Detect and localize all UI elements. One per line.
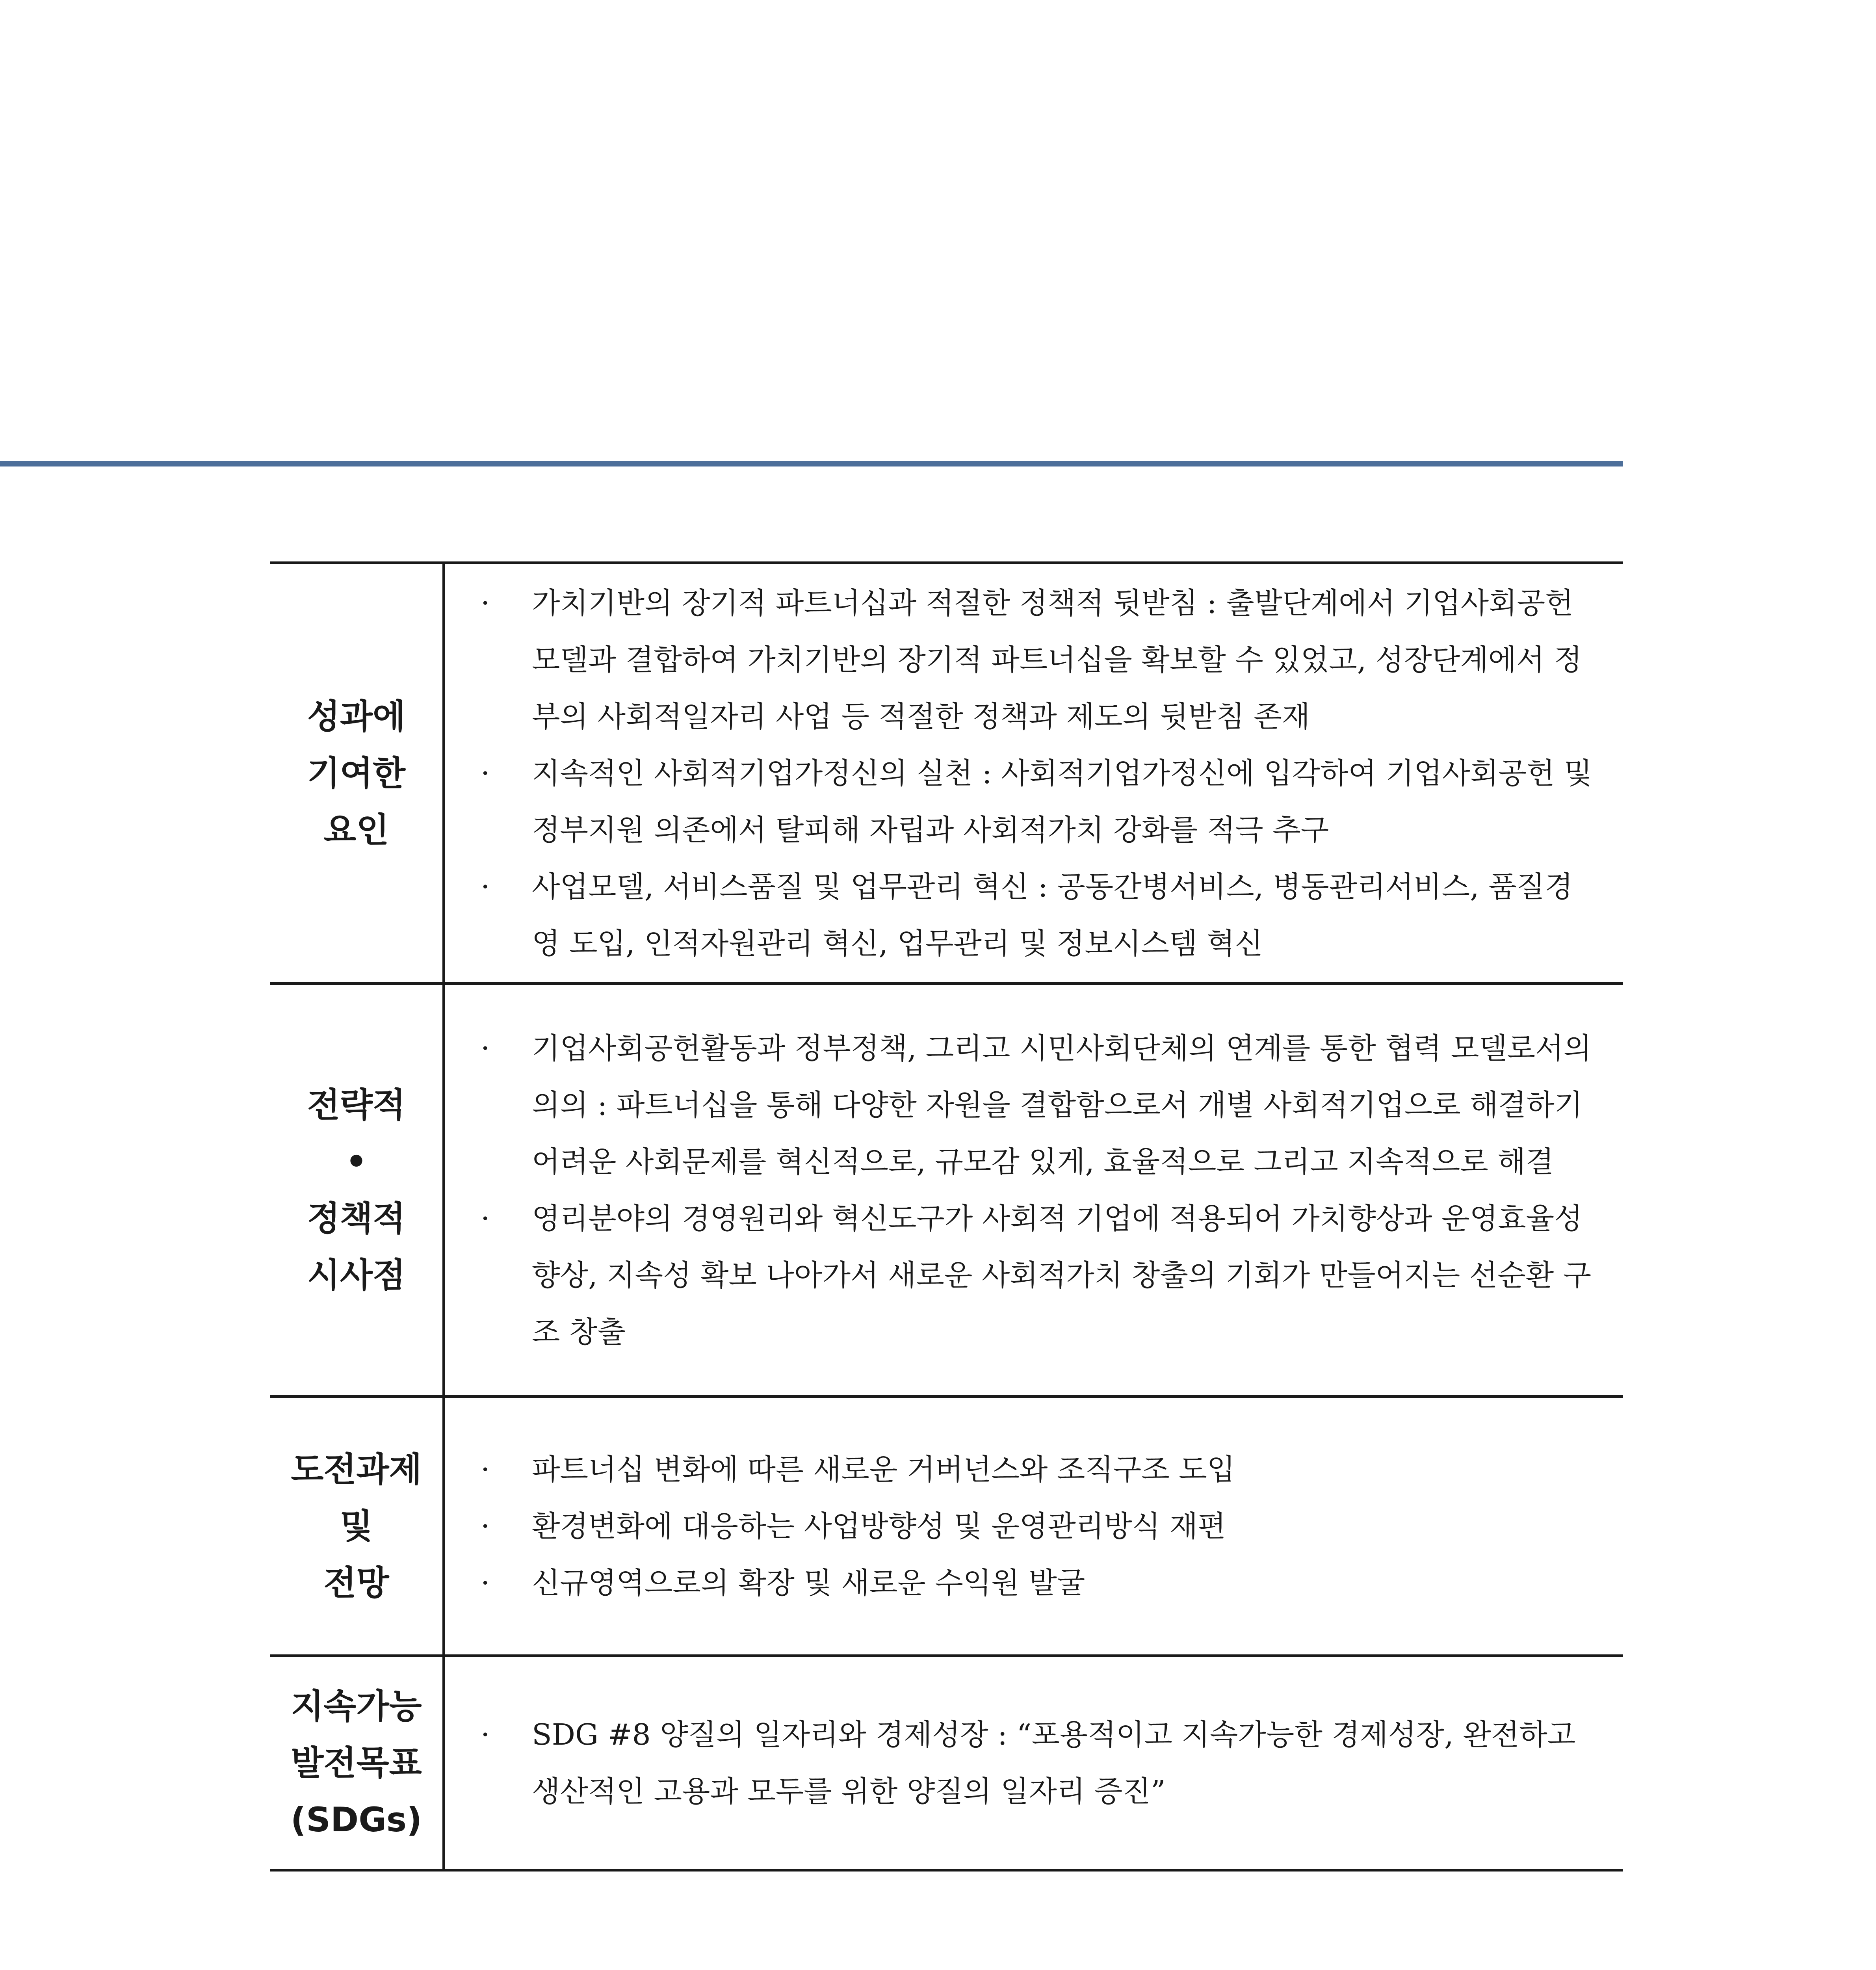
row-body-cell: [445, 1657, 1623, 1869]
header-rule: [0, 461, 1623, 466]
bullet-icon: ·: [481, 1509, 490, 1543]
list-item: [481, 1441, 1599, 1498]
bullet-icon: ·: [481, 1031, 490, 1065]
row-heading: 지속가능 발전목표 (SDGs): [290, 1686, 422, 1840]
list-item-text: 기업사회공헌활동과 정부정책, 그리고 시민사회단체의 연계를 통한 협력 모델로서의 의의 : 파트너십을 통해 다양한 자원을 결합함으로서 개별 사회적기업으로 해결하기 어려운 사회문제를 혁신적으로, 규모감 있게, 효율적으로 그리고 지속적으로 해결: [532, 1031, 1592, 1179]
table-row-sdgs: [270, 1657, 1623, 1872]
bullet-icon: ·: [481, 870, 490, 904]
list-item: [481, 1555, 1599, 1611]
bullet-icon: ·: [481, 1566, 490, 1600]
table-row-challenges: [270, 1398, 1623, 1657]
row-heading: 성과에 기여한 요인: [307, 697, 406, 850]
row-body-cell: [445, 1398, 1623, 1654]
list-item: [481, 1190, 1599, 1360]
list-item: [481, 575, 1599, 745]
row-heading: 도전과제 및 전망: [291, 1450, 422, 1603]
list-item: [481, 1706, 1599, 1820]
list-item-text: 신규영역으로의 확장 및 새로운 수익원 발굴: [532, 1566, 1085, 1600]
list-item-text: 영리분야의 경영원리와 혁신도구가 사회적 기업에 적용되어 가치향상과 운영효율성 향상, 지속성 확보 나아가서 새로운 사회적가치 창출의 기회가 만들어지는 선순환 구조 창출: [532, 1201, 1592, 1349]
list-item: [481, 859, 1599, 972]
list-item: [481, 745, 1599, 859]
list-item-text: 사업모델, 서비스품질 및 업무관리 혁신 : 공동간병서비스, 병동관리서비스, 품질경영 도입, 인적자원관리 혁신, 업무관리 및 정보시스템 혁신: [532, 870, 1573, 961]
list-item: [481, 1498, 1599, 1555]
list-item-text: 환경변화에 대응하는 사업방향성 및 운영관리방식 재편: [532, 1509, 1226, 1543]
bullet-icon: ·: [481, 1201, 490, 1236]
row-heading-cell: [270, 1398, 445, 1654]
row-heading: 전략적 • 정책적 시사점: [307, 1085, 406, 1295]
table-row-implications: [270, 985, 1623, 1398]
list-item-text: 지속적인 사회적기업가정신의 실천 : 사회적기업가정신에 입각하여 기업사회공헌 및 정부지원 의존에서 탈피해 자립과 사회적가치 강화를 적극 추구: [532, 756, 1592, 847]
bullet-icon: ·: [481, 1717, 490, 1752]
row-heading-cell: [270, 564, 445, 982]
bullet-icon: ·: [481, 1452, 490, 1487]
list-item-text: 가치기반의 장기적 파트너십과 적절한 정책적 뒷받침 : 출발단계에서 기업사회공헌 모델과 결합하여 가치기반의 장기적 파트너십을 확보할 수 있었고, 성장단계에서 정부의 사회적일자리 사업 등 적절한 정책과 제도의 뒷받침 존재: [532, 586, 1582, 734]
table-row-success-factors: [270, 564, 1623, 985]
summary-table: [270, 561, 1623, 1872]
list-item: [481, 1020, 1599, 1190]
row-body-cell: [445, 985, 1623, 1395]
row-body-cell: [445, 564, 1623, 982]
list-item-text: SDG #8 양질의 일자리와 경제성장 : “포용적이고 지속가능한 경제성장, 완전하고 생산적인 고용과 모두를 위한 양질의 일자리 증진”: [532, 1717, 1576, 1808]
row-heading-cell: [270, 1657, 445, 1869]
bullet-icon: ·: [481, 756, 490, 790]
row-heading-cell: [270, 985, 445, 1395]
bullet-icon: ·: [481, 586, 490, 620]
list-item-text: 파트너십 변화에 따른 새로운 거버넌스와 조직구조 도입: [532, 1452, 1235, 1487]
